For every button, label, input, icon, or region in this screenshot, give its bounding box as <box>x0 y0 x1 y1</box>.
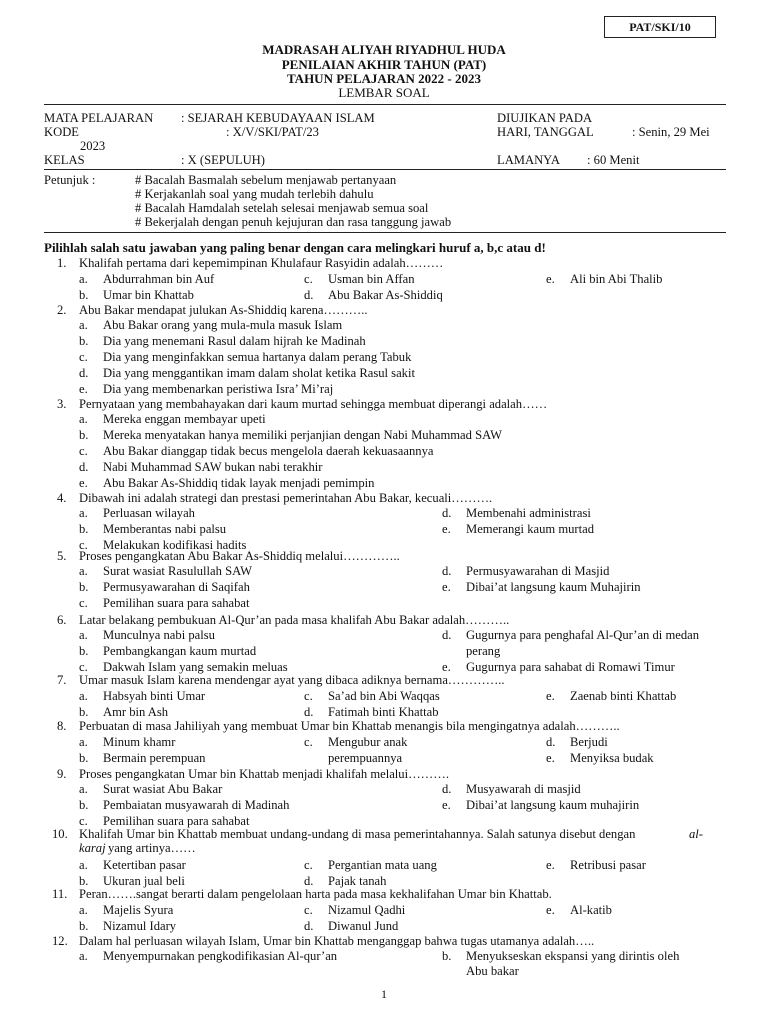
option-text: Habsyah binti Umar <box>103 689 206 703</box>
option-letter: c. <box>304 858 313 872</box>
option-letter: e. <box>546 751 555 765</box>
option-text: Membenahi administrasi <box>466 506 591 520</box>
question-number: 12. <box>52 934 68 948</box>
question-number: 1. <box>57 256 67 270</box>
class-label: KELAS <box>44 153 85 167</box>
option-text: Munculnya nabi palsu <box>103 628 215 642</box>
instruction-item: # Bacalah Basmalah sebelum menjawab pertanyaan <box>135 173 397 187</box>
option-letter: d. <box>304 919 314 933</box>
option-text: Mengubur anak <box>328 735 408 749</box>
document-code-box: PAT/SKI/10 <box>604 16 716 38</box>
option-letter: c. <box>79 596 88 610</box>
option-letter: c. <box>79 660 88 674</box>
code-label: KODE <box>44 125 79 139</box>
option-text: Dia yang membenarkan peristiwa Isra’ Mi’raj <box>103 382 334 396</box>
question-number: 10. <box>52 827 68 841</box>
option-text: Permusyawarahan di Masjid <box>466 564 610 578</box>
option-text: Fatimah binti Khattab <box>328 705 439 719</box>
option-letter: d. <box>79 366 89 380</box>
option-text: Dakwah Islam yang semakin meluas <box>103 660 288 674</box>
option-letter: a. <box>79 782 88 796</box>
option-text: Zaenab binti Khattab <box>570 689 677 703</box>
question-number: 4. <box>57 491 67 505</box>
option-text: Nizamul Idary <box>103 919 177 933</box>
option-letter: a. <box>79 412 88 426</box>
option-text: Abu Bakar As-Shiddiq tidak layak menjadi pemimpin <box>103 476 375 490</box>
option-letter: d. <box>442 564 452 578</box>
option-letter: b. <box>79 644 89 658</box>
exam-title: PENILAIAN AKHIR TAHUN (PAT) <box>281 57 487 72</box>
question-text: Khalifah pertama dari kepemimpinan Khulafaur Rasyidin adalah……… <box>79 256 444 270</box>
option-text: Majelis Syura <box>103 903 174 917</box>
option-letter: c. <box>79 350 88 364</box>
option-letter: d. <box>442 506 452 520</box>
option-text: Sa’ad bin Abi Waqqas <box>328 689 440 703</box>
option-letter: e. <box>546 272 555 286</box>
option-text: Abu Bakar dianggap tidak becus mengelola daerah kekuasaannya <box>103 444 434 458</box>
class-value: : X (SEPULUH) <box>181 153 265 167</box>
option-letter: c. <box>304 689 313 703</box>
option-text: Pemilihan suara para sahabat <box>103 596 250 610</box>
tested-label: DIUJIKAN PADA <box>497 111 593 125</box>
option-text: Melakukan kodifikasi hadits <box>103 538 247 552</box>
option-letter: a. <box>79 903 88 917</box>
option-text: Surat wasiat Rasulullah SAW <box>103 564 253 578</box>
option-text: Permusyawarahan di Saqifah <box>103 580 250 594</box>
question-number: 9. <box>57 767 67 781</box>
option-text: Pemilihan suara para sahabat <box>103 814 250 828</box>
option-letter: a. <box>79 628 88 642</box>
option-letter: b. <box>79 798 89 812</box>
option-letter: e. <box>442 580 451 594</box>
option-text: Menyempurnakan pengkodifikasian Al-qur’an <box>103 949 338 963</box>
option-text: Musyawarah di masjid <box>466 782 581 796</box>
academic-year: TAHUN PELAJARAN 2022 - 2023 <box>286 71 482 86</box>
option-letter: d. <box>546 735 556 749</box>
option-letter: b. <box>79 751 89 765</box>
option-text: Pergantian mata uang <box>328 858 437 872</box>
question-number: 11. <box>52 887 68 901</box>
date-year: 2023 <box>80 139 106 153</box>
option-text: Al-katib <box>570 903 612 917</box>
question-text: Dibawah ini adalah strategi dan prestasi pemerintahan Abu Bakar, kecuali………. <box>79 491 493 505</box>
duration-label: LAMANYA <box>497 153 560 167</box>
option-text: Ukuran jual beli <box>103 874 185 888</box>
option-letter: d. <box>304 874 314 888</box>
option-text: Abu bakar <box>466 964 519 978</box>
option-text: Mereka enggan membayar upeti <box>103 412 266 426</box>
option-text: Dia yang menggantikan imam dalam sholat ketika Rasul sakit <box>103 366 415 380</box>
question-number: 5. <box>57 549 67 563</box>
option-letter: b. <box>79 428 89 442</box>
option-text: Diwanul Jund <box>328 919 399 933</box>
option-letter: c. <box>304 735 313 749</box>
code-value: : X/V/SKI/PAT/23 <box>226 125 319 139</box>
instructions-label: Petunjuk : <box>44 173 96 187</box>
question-number: 8. <box>57 719 67 733</box>
option-text: Menyukseskan ekspansi yang dirintis oleh <box>466 949 680 963</box>
option-letter: b. <box>79 705 89 719</box>
option-letter: d. <box>304 288 314 302</box>
option-letter: a. <box>79 949 88 963</box>
option-letter: c. <box>304 903 313 917</box>
option-letter: a. <box>79 318 88 332</box>
option-letter: b. <box>79 334 89 348</box>
subject-value: : SEJARAH KEBUDAYAAN ISLAM <box>181 111 375 125</box>
option-text: Dibai’at langsung kaum muhajirin <box>466 798 640 812</box>
option-letter: e. <box>546 903 555 917</box>
question-number: 7. <box>57 673 67 687</box>
date-label: HARI, TANGGAL <box>497 125 594 139</box>
subject-label: MATA PELAJARAN <box>44 111 154 125</box>
option-letter: e. <box>546 858 555 872</box>
option-letter: b. <box>79 580 89 594</box>
option-text: Amr bin Ash <box>103 705 169 719</box>
option-text: Gugurnya para penghafal Al-Qur’an di medan <box>466 628 700 642</box>
option-letter: a. <box>79 858 88 872</box>
meta-divider <box>44 169 726 170</box>
option-letter: c. <box>79 444 88 458</box>
option-text: perempuannya <box>328 751 403 765</box>
question-text: Proses pengangkatan Umar bin Khattab menjadi khalifah melalui………. <box>79 767 450 781</box>
option-letter: e. <box>442 522 451 536</box>
school-name: MADRASAH ALIYAH RIYADHUL HUDA <box>262 42 506 57</box>
question-number: 6. <box>57 613 67 627</box>
option-text: Dia yang menginfakkan semua hartanya dalam perang Tabuk <box>103 350 412 364</box>
question-text-italic: karaj <box>79 841 106 855</box>
option-text: Ali bin Abi Thalib <box>570 272 663 286</box>
option-letter: d. <box>79 460 89 474</box>
option-text: Memerangi kaum murtad <box>466 522 594 536</box>
option-letter: d. <box>442 782 452 796</box>
option-letter: e. <box>442 660 451 674</box>
option-text: Dibai’at langsung kaum Muhajirin <box>466 580 641 594</box>
option-letter: c. <box>79 814 88 828</box>
question-text: Dalam hal perluasan wilayah Islam, Umar bin Khattab menganggap bahwa tugas utamanya adalah….. <box>79 934 595 948</box>
instruction-item: # Bacalah Hamdalah setelah selesai menjawab semua soal <box>135 201 429 215</box>
question-text: Umar masuk Islam karena mendengar ayat yang dibaca adiknya bernama………….. <box>79 673 505 687</box>
option-text: Ketertiban pasar <box>103 858 186 872</box>
instruction-item: # Bekerjalah dengan penuh kejujuran dan rasa tanggung jawab <box>135 215 452 229</box>
option-letter: d. <box>304 705 314 719</box>
option-text: Nizamul Qadhi <box>328 903 406 917</box>
question-text: Latar belakang pembukuan Al-Qur’an pada masa khalifah Abu Bakar adalah……….. <box>79 613 510 627</box>
instructions-divider <box>44 232 726 233</box>
option-text: Usman bin Affan <box>328 272 415 286</box>
question-text: Proses pengangkatan Abu Bakar As-Shiddiq melalui………….. <box>79 549 400 563</box>
option-letter: b. <box>79 874 89 888</box>
option-text: Menyiksa budak <box>570 751 654 765</box>
option-text: Dia yang menemani Rasul dalam hijrah ke Madinah <box>103 334 366 348</box>
option-text: Minum khamr <box>103 735 176 749</box>
option-text: Abu Bakar orang yang mula-mula masuk Islam <box>103 318 343 332</box>
option-letter: a. <box>79 272 88 286</box>
option-letter: b. <box>79 288 89 302</box>
option-text: Abdurrahman bin Auf <box>103 272 215 286</box>
option-text: Retribusi pasar <box>570 858 646 872</box>
option-text: perang <box>466 644 501 658</box>
option-text: Berjudi <box>570 735 608 749</box>
option-letter: a. <box>79 506 88 520</box>
option-letter: d. <box>442 628 452 642</box>
option-text: Pajak tanah <box>328 874 387 888</box>
question-text-continued: yang artinya…… <box>108 841 196 855</box>
option-letter: c. <box>304 272 313 286</box>
option-text: Abu Bakar As-Shiddiq <box>328 288 443 302</box>
main-instruction: Pilihlah salah satu jawaban yang paling benar dengan cara melingkari huruf a, b,c atau d! <box>44 240 546 255</box>
header-divider <box>44 104 726 105</box>
option-letter: a. <box>79 735 88 749</box>
option-letter: a. <box>79 689 88 703</box>
option-letter: b. <box>442 949 452 963</box>
question-text: Peran…….sangat berarti dalam pengelolaan harta pada masa kekhalifahan Umar bin Khattab. <box>79 887 552 901</box>
option-letter: c. <box>79 538 88 552</box>
question-number: 3. <box>57 397 67 411</box>
question-number: 2. <box>57 303 67 317</box>
option-letter: e. <box>79 476 88 490</box>
question-text: Pernyataan yang membahayakan dari kaum murtad sehingga membuat diperangi adalah…… <box>79 397 548 411</box>
question-text: Abu Bakar mendapat julukan As-Shiddiq karena……….. <box>79 303 368 317</box>
option-text: Pembangkangan kaum murtad <box>103 644 257 658</box>
option-text: Gugurnya para sahabat di Romawi Timur <box>466 660 675 674</box>
option-letter: b. <box>79 919 89 933</box>
instruction-item: # Kerjakanlah soal yang mudah terlebih dahulu <box>135 187 374 201</box>
sheet-title: LEMBAR SOAL <box>338 85 430 100</box>
date-value: : Senin, 29 Mei <box>632 125 710 139</box>
option-letter: a. <box>79 564 88 578</box>
question-text: Khalifah Umar bin Khattab membuat undang-undang di masa pemerintahannya. Salah satunya disebut dengan <box>79 827 636 841</box>
option-text: Memberantas nabi palsu <box>103 522 227 536</box>
option-letter: b. <box>79 522 89 536</box>
option-text: Umar bin Khattab <box>103 288 194 302</box>
option-text: Surat wasiat Abu Bakar <box>103 782 223 796</box>
option-letter: e. <box>442 798 451 812</box>
option-text: Pembaiatan musyawarah di Madinah <box>103 798 290 812</box>
question-text: Perbuatan di masa Jahiliyah yang membuat Umar bin Khattab menangis bila mengingatnya adalah……….. <box>79 719 620 733</box>
option-text: Perluasan wilayah <box>103 506 195 520</box>
page-number: 1 <box>381 987 387 1001</box>
option-text: Nabi Muhammad SAW bukan nabi terakhir <box>103 460 323 474</box>
question-text-italic: al- <box>689 827 703 841</box>
duration-value: : 60 Menit <box>587 153 640 167</box>
option-text: Bermain perempuan <box>103 751 206 765</box>
option-letter: e. <box>79 382 88 396</box>
option-letter: e. <box>546 689 555 703</box>
option-text: Mereka menyatakan hanya memiliki perjanjian dengan Nabi Muhammad SAW <box>103 428 503 442</box>
